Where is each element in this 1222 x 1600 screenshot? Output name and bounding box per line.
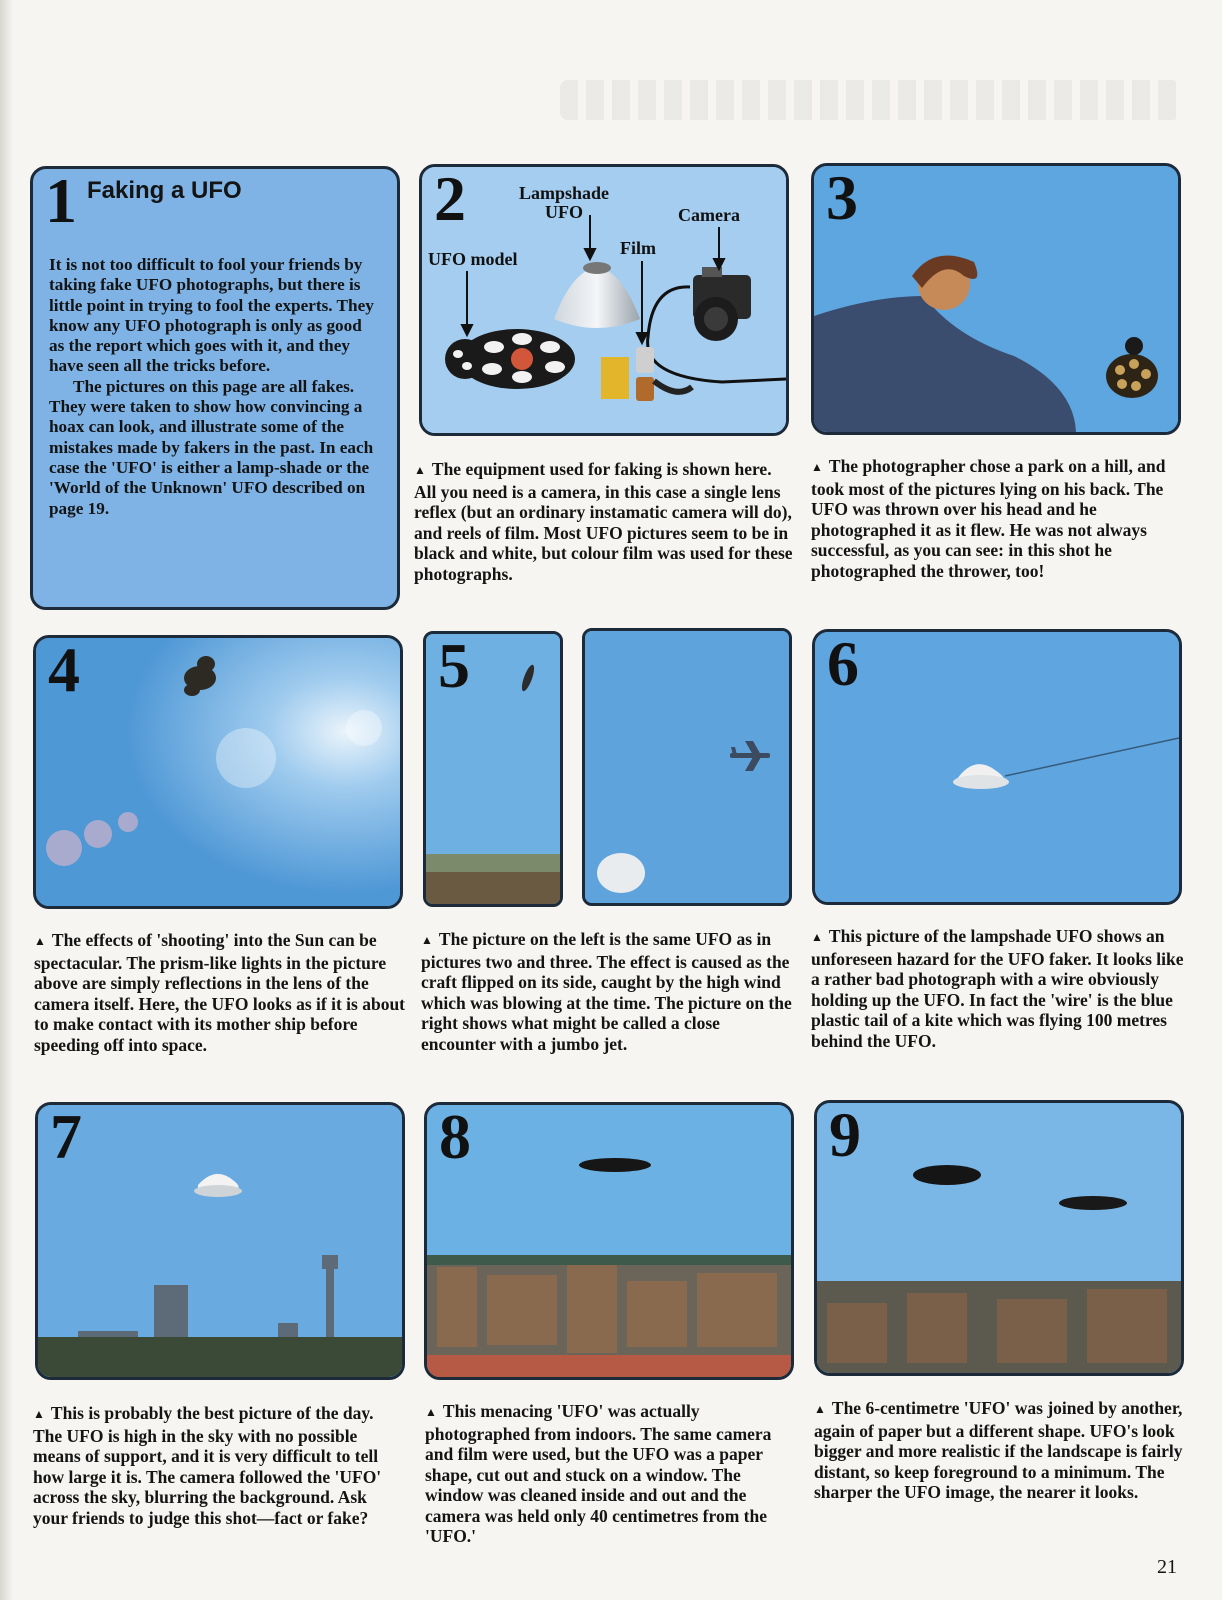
panel-number: 2 [434, 164, 466, 234]
caption-8-text: This menacing 'UFO' was actually photographed from indoors. The same camera and film were used, but the UFO was a paper shape, cut out and stuck on a window. The window was cleaned inside and out and the camera was held only 40 centimetres from the 'UFO.' [425, 1401, 772, 1546]
caption-8 [425, 1401, 799, 1547]
caption-5-text: The picture on the left is the same UFO as in pictures two and three. The effect is caused as the craft flipped on its side, caught by the high wind which was blowing at the time. The picture on the right shows what might be called a close encounter with a jumbo jet. [421, 929, 792, 1054]
panel-number: 7 [50, 1102, 82, 1172]
label-lampshade-ufo: Lampshade UFO [518, 183, 610, 222]
caption-2-text: The equipment used for faking is shown here. All you need is a camera, in this case a single lens reflex (but an ordinary instamatic camera will do), and reels of film. Most UFO pictures seem to be in black and white, but colour film was used for these photographs. [414, 459, 793, 584]
bleed-through-text [560, 80, 1180, 120]
panel-number: 1 [45, 166, 77, 236]
panel-6-photo-kite [812, 629, 1182, 905]
page-number: 21 [1157, 1556, 1177, 1578]
caption-7-text: This is probably the best picture of the day. The UFO is high in the sky with no possible means of support, and it is very difficult to tell how large it is. The camera followed the 'UFO' across the sky, blurring the background. Ask your friends to judge this shot—fact or fake? [33, 1403, 382, 1528]
panel-3-photo-thrower [811, 163, 1181, 435]
triangle-marker: ▲ [811, 460, 823, 474]
label-ufo-model: UFO model [428, 249, 518, 269]
label-camera: Camera [678, 205, 740, 225]
panel-4-photo-sun [33, 635, 403, 909]
panel-number: 4 [48, 635, 80, 705]
caption-2 [414, 459, 794, 584]
panel-number: 5 [438, 631, 470, 701]
window-ufo-photo [427, 1102, 791, 1377]
triangle-marker: ▲ [421, 933, 433, 947]
panel-9-photo-two-ufos [814, 1100, 1184, 1376]
panel-7-photo-skyline [35, 1102, 405, 1380]
caption-4-text: The effects of 'shooting' into the Sun can be spectacular. The prism-like lights in the picture above are simply reflections in the lens of the camera itself. Here, the UFO looks as if it is about to make contact with its mother ship before speeding off into space. [34, 930, 406, 1055]
triangle-marker: ▲ [425, 1405, 437, 1419]
panel-number: 8 [439, 1102, 471, 1172]
panel-2-photo-equipment [419, 164, 789, 436]
jumbo-jet-photo [585, 631, 789, 903]
panel-5-photo-left [423, 631, 563, 907]
intro-paragraph-2: The pictures on this page are all fakes. They were taken to show how convincing a hoax can look, and illustrate some of the mistakes made by fakers in the past. In each case the 'UFO' is either a lamp-shade or the 'World of the Unknown' UFO described on page 19. [49, 376, 374, 518]
triangle-marker: ▲ [33, 1407, 45, 1421]
caption-5 [421, 929, 795, 1054]
panel-5-photo-right [582, 628, 792, 906]
panel-8-photo-window [424, 1102, 794, 1380]
triangle-marker: ▲ [414, 463, 426, 477]
kite-wire-photo [815, 629, 1179, 902]
caption-3-text: The photographer chose a park on a hill, and took most of the pictures lying on his back. The UFO was thrown over his head and he photographed it as it flew. He was not always successful, as you can see: in this shot he photographed the thrower, too! [811, 456, 1166, 581]
panel-1-text-box [30, 166, 400, 610]
panel-number: 6 [827, 629, 859, 699]
caption-6-text: This picture of the lampshade UFO shows an unforeseen hazard for the UFO faker. It looks like a rather bad photograph with a wire obviously holding up the UFO. In fact the 'wire' is the blue plastic tail of a kite which was flying 100 metres behind the UFO. [811, 926, 1184, 1051]
triangle-marker: ▲ [811, 930, 823, 944]
caption-6 [811, 926, 1185, 1051]
sun-flare-photo [36, 635, 400, 906]
caption-4 [34, 930, 406, 1055]
label-film: Film [620, 238, 656, 258]
intro-text [49, 255, 379, 519]
panel-number: 9 [829, 1100, 861, 1170]
thrower-photo [814, 163, 1178, 432]
skyline-ufo-photo [38, 1102, 402, 1377]
panel-number: 3 [826, 163, 858, 233]
caption-9 [814, 1398, 1190, 1503]
caption-9-text: The 6-centimetre 'UFO' was joined by another, again of paper but a different shape. UFO's look bigger and more realistic if the landscape is fairly distant, so keep foreground to a minimum. The sharper the UFO image, the nearer it looks. [814, 1398, 1183, 1502]
caption-7 [33, 1403, 405, 1528]
intro-paragraph-1: It is not too difficult to fool your friends by taking fake UFO photographs, but there is little point in trying to fool the experts. They know any UFO photograph is only as good as the report which goes with it, and they have seen all the tricks before. [49, 255, 374, 376]
triangle-marker: ▲ [814, 1402, 826, 1416]
two-ufos-photo [817, 1100, 1181, 1373]
triangle-marker: ▲ [34, 934, 46, 948]
page-gutter [0, 0, 12, 1600]
page-title: Faking a UFO [87, 177, 242, 204]
caption-3 [811, 456, 1181, 581]
